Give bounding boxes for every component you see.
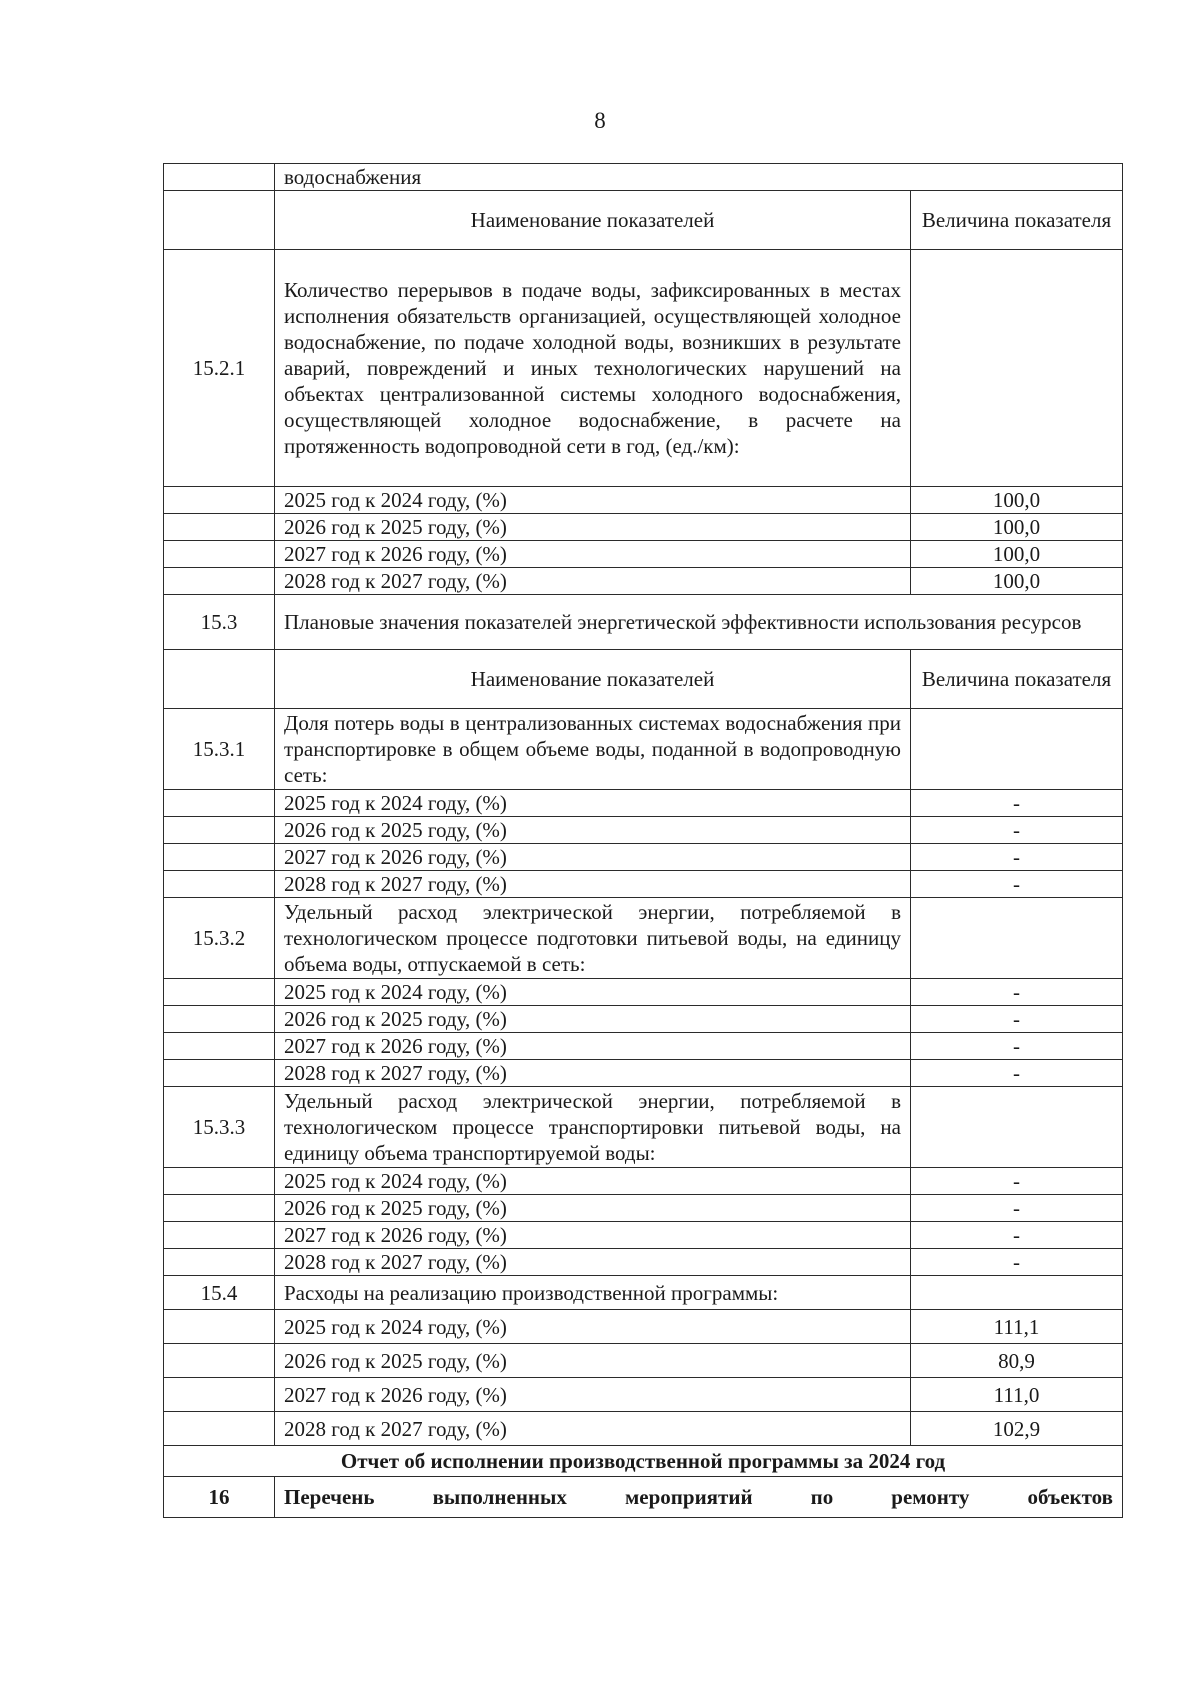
table-row bbox=[164, 1310, 1123, 1344]
table-row bbox=[164, 1168, 1123, 1195]
table-row bbox=[164, 250, 1123, 487]
table-row bbox=[164, 1249, 1123, 1276]
number-cell bbox=[164, 1249, 275, 1276]
year-value: - bbox=[910, 1060, 1122, 1087]
year-value: - bbox=[910, 871, 1122, 898]
year-value: - bbox=[910, 1195, 1122, 1222]
page-number: 8 bbox=[594, 108, 606, 133]
header-value: Величина показателя bbox=[910, 191, 1122, 250]
table-row bbox=[164, 709, 1123, 790]
indicator-text: Удельный расход электрической энергии, потребляемой в технологическом процессе транспортировки питьевой воды, на единицу объема транспортируемой воды: bbox=[275, 1087, 911, 1168]
indicator-text: Доля потерь воды в централизованных системах водоснабжения при транспортировке в общем объеме воды, поданной в водопроводную сеть: bbox=[275, 709, 911, 790]
number-cell bbox=[164, 817, 275, 844]
table-row bbox=[164, 1412, 1123, 1446]
table-row bbox=[164, 844, 1123, 871]
year-value: - bbox=[910, 1168, 1122, 1195]
table-row bbox=[164, 568, 1123, 595]
item-number: 15.3.3 bbox=[164, 1087, 275, 1168]
section-text: Плановые значения показателей энергетической эффективности использования ресурсов bbox=[275, 595, 1123, 650]
year-value: 100,0 bbox=[910, 541, 1122, 568]
year-value: 111,1 bbox=[910, 1310, 1122, 1344]
year-label: 2028 год к 2027 году, (%) bbox=[275, 1412, 911, 1446]
table-row bbox=[164, 1344, 1123, 1378]
table-row bbox=[164, 1033, 1123, 1060]
year-value: - bbox=[910, 1249, 1122, 1276]
table-row bbox=[164, 1087, 1123, 1168]
continuation-text: водоснабжения bbox=[275, 164, 1123, 191]
number-cell bbox=[164, 871, 275, 898]
item-number: 15.3.1 bbox=[164, 709, 275, 790]
indicator-text: Удельный расход электрической энергии, потребляемой в технологическом процессе подготовки питьевой воды, на единицу объема воды, отпускаемой в сеть: bbox=[275, 898, 911, 979]
number-cell bbox=[164, 1412, 275, 1446]
number-cell bbox=[164, 541, 275, 568]
table-row bbox=[164, 1378, 1123, 1412]
table-row bbox=[164, 1006, 1123, 1033]
year-value: - bbox=[910, 1033, 1122, 1060]
indicator-text: Количество перерывов в подаче воды, зафиксированных в местах исполнения обязательств организацией, осуществляющей холодное водоснабжение, по подаче холодной воды, возникших в результате аварий, повреждений и иных технологических нарушений на объектах централизованной системы холодного водоснабжения, осуществляющей холодное водоснабжение, в расчете на протяженность водопроводной сети в год, (ед./км): bbox=[275, 250, 911, 487]
year-label: 2027 год к 2026 году, (%) bbox=[275, 1378, 911, 1412]
number-cell bbox=[164, 487, 275, 514]
header-name: Наименование показателей bbox=[275, 650, 911, 709]
year-value: 100,0 bbox=[910, 487, 1122, 514]
table-row bbox=[164, 514, 1123, 541]
year-label: 2028 год к 2027 году, (%) bbox=[275, 1060, 911, 1087]
year-value: 102,9 bbox=[910, 1412, 1122, 1446]
table-row bbox=[164, 898, 1123, 979]
item-number: 15.4 bbox=[164, 1276, 275, 1310]
number-cell bbox=[164, 650, 275, 709]
table-row bbox=[164, 1446, 1123, 1477]
year-label: 2028 год к 2027 году, (%) bbox=[275, 568, 911, 595]
number-cell bbox=[164, 1006, 275, 1033]
year-label: 2025 год к 2024 году, (%) bbox=[275, 1168, 911, 1195]
table-row bbox=[164, 1060, 1123, 1087]
year-value: 111,0 bbox=[910, 1378, 1122, 1412]
year-label: 2026 год к 2025 году, (%) bbox=[275, 1195, 911, 1222]
year-label: 2026 год к 2025 году, (%) bbox=[275, 514, 911, 541]
number-cell bbox=[164, 1344, 275, 1378]
table-row bbox=[164, 817, 1123, 844]
year-value: - bbox=[910, 1006, 1122, 1033]
header-value: Величина показателя bbox=[910, 650, 1122, 709]
table-row bbox=[164, 1477, 1123, 1518]
table-row bbox=[164, 487, 1123, 514]
year-label: 2026 год к 2025 году, (%) bbox=[275, 1006, 911, 1033]
year-value: 100,0 bbox=[910, 568, 1122, 595]
value-cell bbox=[910, 250, 1122, 487]
header-row bbox=[164, 650, 1123, 709]
item-number: 16 bbox=[164, 1477, 275, 1518]
item-number: 15.2.1 bbox=[164, 250, 275, 487]
value-cell bbox=[910, 898, 1122, 979]
number-cell bbox=[164, 1310, 275, 1344]
number-cell bbox=[164, 1033, 275, 1060]
table-row bbox=[164, 595, 1123, 650]
number-cell bbox=[164, 1222, 275, 1249]
indicator-text: Расходы на реализацию производственной программы: bbox=[275, 1276, 911, 1310]
number-cell bbox=[164, 1060, 275, 1087]
table-row bbox=[164, 164, 1123, 191]
year-value: - bbox=[910, 979, 1122, 1006]
year-label: 2025 год к 2024 году, (%) bbox=[275, 790, 911, 817]
table-row bbox=[164, 1195, 1123, 1222]
year-label: 2027 год к 2026 году, (%) bbox=[275, 844, 911, 871]
value-cell bbox=[910, 709, 1122, 790]
table-row bbox=[164, 1276, 1123, 1310]
number-cell bbox=[164, 1168, 275, 1195]
table-row bbox=[164, 790, 1123, 817]
number-cell bbox=[164, 514, 275, 541]
year-value: - bbox=[910, 817, 1122, 844]
table-row bbox=[164, 541, 1123, 568]
year-value: - bbox=[910, 790, 1122, 817]
year-label: 2025 год к 2024 году, (%) bbox=[275, 487, 911, 514]
year-label: 2026 год к 2025 году, (%) bbox=[275, 1344, 911, 1378]
number-cell bbox=[164, 1195, 275, 1222]
year-value: - bbox=[910, 844, 1122, 871]
number-cell bbox=[164, 568, 275, 595]
number-cell bbox=[164, 1378, 275, 1412]
table-row bbox=[164, 979, 1123, 1006]
number-cell bbox=[164, 191, 275, 250]
header-name: Наименование показателей bbox=[275, 191, 911, 250]
year-label: 2027 год к 2026 году, (%) bbox=[275, 1222, 911, 1249]
year-label: 2027 год к 2026 году, (%) bbox=[275, 1033, 911, 1060]
section-text: Перечень выполненных мероприятий по ремонту объектов bbox=[275, 1477, 1123, 1518]
number-cell bbox=[164, 790, 275, 817]
number-cell bbox=[164, 979, 275, 1006]
value-cell bbox=[910, 1087, 1122, 1168]
table-row bbox=[164, 1222, 1123, 1249]
year-label: 2028 год к 2027 году, (%) bbox=[275, 871, 911, 898]
item-number: 15.3 bbox=[164, 595, 275, 650]
item-number: 15.3.2 bbox=[164, 898, 275, 979]
number-cell bbox=[164, 844, 275, 871]
year-label: 2025 год к 2024 году, (%) bbox=[275, 979, 911, 1006]
year-label: 2028 год к 2027 году, (%) bbox=[275, 1249, 911, 1276]
year-value: 100,0 bbox=[910, 514, 1122, 541]
year-label: 2027 год к 2026 году, (%) bbox=[275, 541, 911, 568]
report-title: Отчет об исполнении производственной программы за 2024 год bbox=[164, 1446, 1123, 1477]
indicators-table bbox=[163, 163, 1123, 1518]
year-label: 2026 год к 2025 году, (%) bbox=[275, 817, 911, 844]
year-value: - bbox=[910, 1222, 1122, 1249]
year-value: 80,9 bbox=[910, 1344, 1122, 1378]
header-row bbox=[164, 191, 1123, 250]
year-label: 2025 год к 2024 году, (%) bbox=[275, 1310, 911, 1344]
table-row bbox=[164, 871, 1123, 898]
value-cell bbox=[910, 1276, 1122, 1310]
number-cell bbox=[164, 164, 275, 191]
